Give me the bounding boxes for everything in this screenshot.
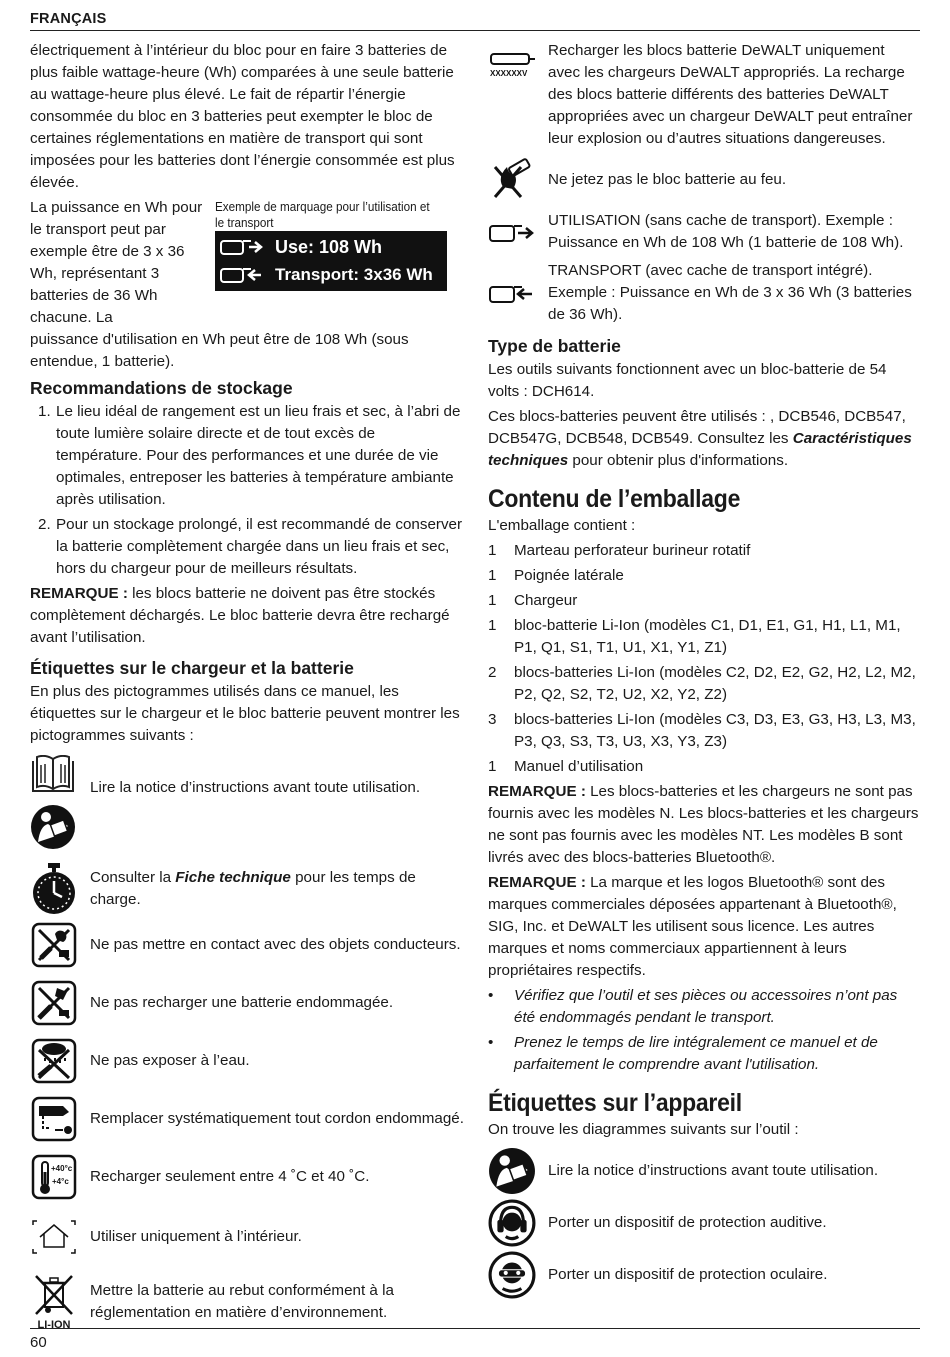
no-fire-icon xyxy=(489,157,535,203)
list-item: 3 blocs-batteries Li-Ion (modèles C3, D3, E3, G3, H3, L3, M3, P3, Q3, S3, T3, U3, X3, Y3, Z3) xyxy=(488,711,916,750)
list-item: 1 bloc-batterie Li-Ion (modèles C1, D1, E1, G1, H1, L1, M1, P1, Q1, S1, T1, U1, X1, Y1, Z1) xyxy=(488,617,901,656)
transport-pictogram: TRANSPORT (avec cache de transport intégré). Exemple : Puissance en Wh de 3 x 36 Wh (3 batteries de 36 Wh). xyxy=(488,260,920,326)
marking-transport: Transport: 3x36 Wh xyxy=(275,265,433,284)
marking-section xyxy=(30,197,465,329)
device-read-pictogram: Lire la notice d’instructions avant toute utilisation. xyxy=(488,1147,920,1195)
labels-intro: En plus des pictogrammes utilisés dans ce manuel, les étiquettes sur le chargeur et le bloc batterie peuvent montrer les pictogrammes suivants : xyxy=(30,683,460,744)
damaged-cord-icon xyxy=(31,1096,77,1142)
list-item: 1. Le lieu idéal de rangement est un lieu frais et sec, à l’abri de toute lumière solaire directe et de tout excès de température. Pour des performances et une durée de vie optimales, entreposer les batteries à température ambiante après utilisation. xyxy=(38,403,461,508)
eye-protection-pictogram: Porter un dispositif de protection oculaire. xyxy=(488,1251,920,1299)
page-footer xyxy=(30,1328,920,1354)
charger-code: XXXXXXV xyxy=(490,69,528,78)
package-list xyxy=(488,540,920,778)
left-column xyxy=(30,40,465,1333)
list-item: 1 Marteau perforateur burineur rotatif xyxy=(488,542,751,559)
storage-note: REMARQUE : les blocs batterie ne doivent pas être stockés complètement déchargés. Le bloc batterie devra être rechargé avant l’utilisation. xyxy=(30,585,450,646)
dispose-pictogram: LI-ION Mettre la batterie au rebut conformément à la réglementation en matière d’environnement. xyxy=(30,1271,465,1333)
list-item: 1 Chargeur xyxy=(488,592,578,609)
thermometer-icon xyxy=(31,1154,77,1200)
list-item: • Vérifiez que l’outil et ses pièces ou accessoires n’ont pas été endommagés pendant le transport. xyxy=(488,987,898,1026)
indoor-house-icon xyxy=(30,1217,78,1257)
ear-protection-pictogram: Porter un dispositif de protection auditive. xyxy=(488,1199,920,1247)
language-label: FRANÇAIS xyxy=(30,11,107,27)
temp-low-label: +4°c xyxy=(52,1177,69,1186)
marking-caption: Exemple de marquage pour l’utilisation et le transport xyxy=(215,199,430,230)
cord-pictogram: Remplacer systématiquement tout cordon endommagé. xyxy=(30,1095,465,1143)
use-pictogram: UTILISATION (sans cache de transport). Exemple : Puissance en Wh de 108 Wh (1 batterie de 108 Wh). xyxy=(488,208,920,256)
charger-pictogram: XXXXXXV Recharger les blocs batterie DeWALT uniquement avec les chargeurs DeWALT appropriés. La recharge des blocs batterie différents des batteries DeWALT appropriées avec un chargeur DeWALT peut entraîner leur explosion ou d’autres situations dangereuses. xyxy=(490,42,913,147)
battery-type-p1: Les outils suivants fonctionnent avec un bloc-batterie de 54 volts : DCH614. xyxy=(488,361,887,400)
marking-example xyxy=(215,197,465,329)
package-bullets xyxy=(488,985,920,1076)
page-number: 60 xyxy=(30,1334,47,1351)
no-damaged-pictogram: Ne pas recharger une batterie endommagée. xyxy=(30,979,465,1027)
battery-transport-icon xyxy=(488,280,536,306)
list-item: 1 Poignée latérale xyxy=(488,567,624,584)
charger-icon xyxy=(488,48,538,80)
package-intro: L'emballage contient : xyxy=(488,517,636,534)
stopwatch-icon xyxy=(30,863,78,915)
storage-list xyxy=(30,401,465,580)
eye-protection-icon xyxy=(488,1251,536,1299)
tech-sheet-pictogram: Consulter la Fiche technique pour les temps de charge. xyxy=(30,865,465,913)
fire-pictogram: Ne jetez pas le bloc batterie au feu. xyxy=(488,156,920,204)
indoor-pictogram: Utiliser uniquement à l’intérieur. xyxy=(30,1213,465,1261)
battery-use-icon xyxy=(219,236,267,258)
no-damaged-battery-icon xyxy=(31,980,77,1026)
package-note-2: REMARQUE : La marque et les logos Bluetooth® sont des marques commerciales déposées appartenant à Bluetooth®, SIG, Inc. et DeWALT les utilisent sous licence. Les autres marques et noms commerciaux appartiennent à leurs propriétaires respectifs. xyxy=(488,874,897,979)
list-item: 1 Manuel d’utilisation xyxy=(488,758,644,775)
battery-type-p2: Ces blocs-batteries peuvent être utilisés : , DCB546, DCB547, DCB547G, DCB548, DCB549. Consultez les Caractéristiques techniques pour obtenir plus d'informations. xyxy=(488,408,912,469)
battery-use-icon xyxy=(488,219,536,245)
storage-heading: Recommandations de stockage xyxy=(30,378,293,398)
temp-high-label: +40°c xyxy=(51,1164,73,1173)
device-labels-intro: On trouve les diagrammes suivants sur l’outil : xyxy=(488,1121,799,1138)
list-item: • Prenez le temps de lire intégralement ce manuel et de parfaitement le comprendre avant l'utilisation. xyxy=(488,1034,878,1073)
marking-label xyxy=(215,231,447,291)
wh-paragraph-end: puissance d'utilisation en Wh peut être de 108 Wh (sous entendue, 1 batterie). xyxy=(30,331,409,370)
no-water-pictogram: Ne pas exposer à l’eau. xyxy=(30,1037,465,1085)
device-labels-heading: Étiquettes sur l’appareil xyxy=(488,1089,742,1117)
labels-heading: Étiquettes sur le chargeur et la batterie xyxy=(30,658,354,678)
read-manual-pictogram: Lire la notice d’instructions avant toute utilisation. xyxy=(30,755,465,857)
crossed-bin-icon xyxy=(31,1273,77,1319)
package-note-1: REMARQUE : Les blocs-batteries et les chargeurs ne sont pas fournis avec les modèles N. Les blocs-batteries et les chargeurs ne sont pas fournis avec les modèles NT. Les modèles B sont livrés avec des blocs-batteries Bluetooth®. xyxy=(488,783,919,866)
right-column xyxy=(488,40,920,1299)
no-conductive-objects-icon xyxy=(31,922,77,968)
book-icon xyxy=(30,755,76,795)
temperature-pictogram: +40°c +4°c Recharger seulement entre 4 ˚C et 40 ˚C. xyxy=(30,1153,465,1201)
battery-type-heading: Type de batterie xyxy=(488,336,621,356)
marking-use: Use: 108 Wh xyxy=(275,237,383,257)
package-heading: Contenu de l’emballage xyxy=(488,485,741,513)
no-water-icon xyxy=(31,1038,77,1084)
ear-protection-icon xyxy=(488,1199,536,1247)
page-header xyxy=(30,8,920,31)
read-instructions-icon xyxy=(488,1147,536,1195)
list-item: 2. Pour un stockage prolongé, il est recommandé de conserver la batterie complètement chargée dans un lieu frais et sec, hors du chargeur pour de meilleurs résultats. xyxy=(38,516,463,577)
liion-label: LI-ION xyxy=(37,1319,71,1331)
no-conductive-pictogram: Ne pas mettre en contact avec des objets conducteurs. xyxy=(30,921,465,969)
list-item: 2 blocs-batteries Li-Ion (modèles C2, D2, E2, G2, H2, L2, M2, P2, Q2, S2, T2, U2, X2, Y2, Z2) xyxy=(488,664,916,703)
wh-paragraph-start: La puissance en Wh pour le transport peut par exemple être de 3 x 36 Wh, représentant 3 batteries de 36 Wh chacune. La xyxy=(30,199,203,326)
read-instructions-icon xyxy=(30,804,76,850)
battery-intro-paragraph: électriquement à l’intérieur du bloc pour en faire 3 batteries de plus faible wattage-heure (Wh) comparées à une seule batterie au wattage-heure plus élevé. Le fait de répartir l’énergie consommée du bloc en 3 batteries peut exempter le bloc de certaines réglementations en matière de transport qui sont imposées pour les batteries dont l’énergie consommée est plus élevée. xyxy=(30,42,455,191)
battery-transport-icon xyxy=(219,264,267,286)
